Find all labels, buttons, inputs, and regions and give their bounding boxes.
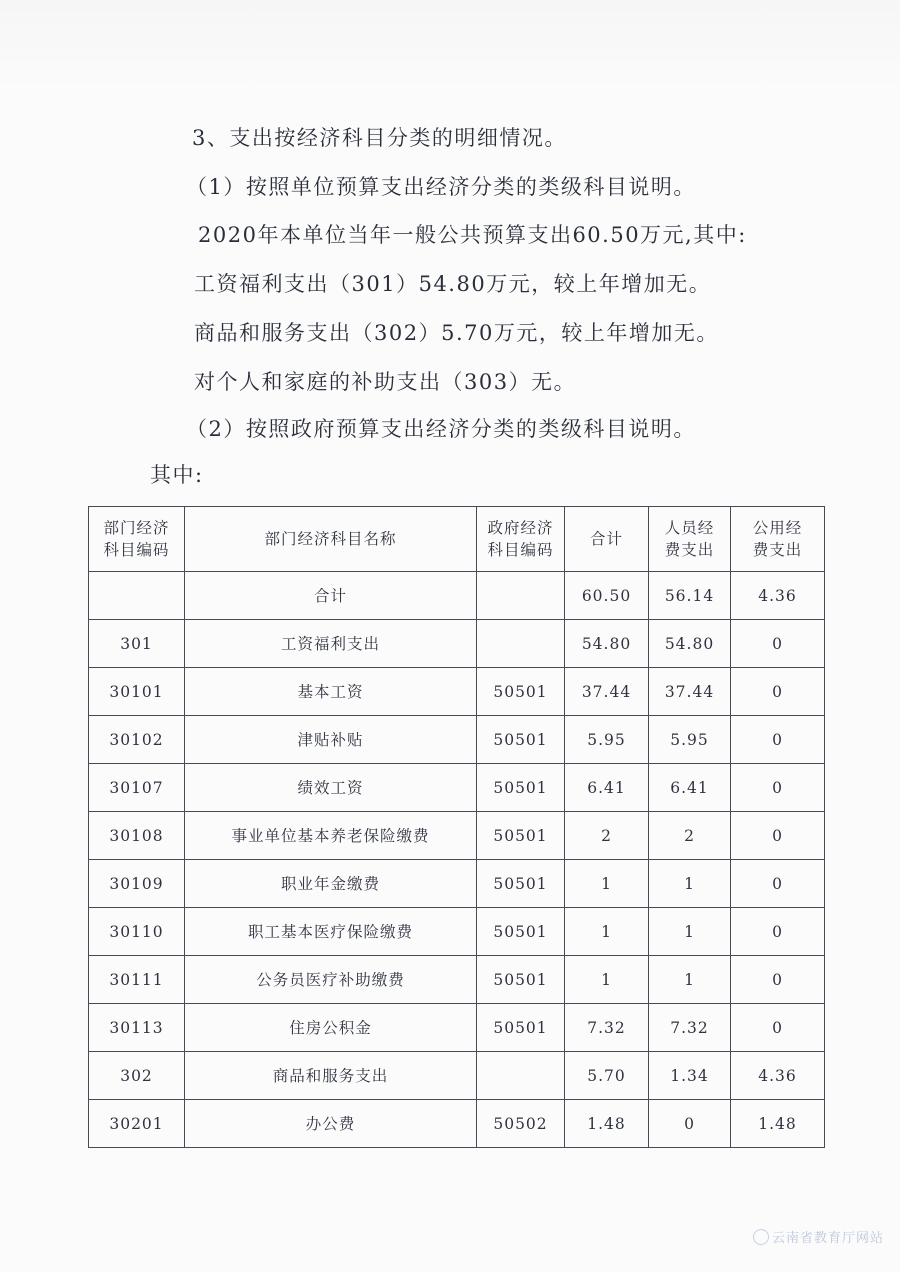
dept-code-cell: 301 [89,620,185,668]
personnel-cell: 54.80 [649,620,731,668]
personnel-cell: 0 [649,1100,731,1148]
table-row [89,572,825,620]
dept-name-cell: 绩效工资 [185,764,477,812]
gov-code-cell: 50501 [477,812,565,860]
gov-code-cell [477,620,565,668]
public-cell: 0 [731,908,825,956]
dept-name-cell: 工资福利支出 [185,620,477,668]
personnel-cell: 6.41 [649,764,731,812]
dept-name-cell: 职工基本医疗保险缴费 [185,908,477,956]
public-cell: 0 [731,956,825,1004]
dept-name-cell: 住房公积金 [185,1004,477,1052]
total-cell: 1 [565,860,649,908]
public-cell: 0 [731,860,825,908]
public-cell: 0 [731,716,825,764]
table-row [89,1052,825,1100]
gov-code-cell: 50501 [477,1004,565,1052]
dept-name-cell: 商品和服务支出 [185,1052,477,1100]
dept-name-cell: 公务员医疗补助缴费 [185,956,477,1004]
table-row [89,764,825,812]
gov-code-cell: 50501 [477,716,565,764]
subsection-1-heading: （1）按照单位预算支出经济分类的类级科目说明。 [186,175,696,199]
gov-code-cell: 50501 [477,764,565,812]
table-row [89,812,825,860]
dept-code-cell: 30201 [89,1100,185,1148]
dept-name-cell: 合计 [185,572,477,620]
among-label: 其中: [150,463,204,487]
total-cell: 37.44 [565,668,649,716]
header-gov-code: 政府经济科目编码 [477,507,565,572]
public-cell: 4.36 [731,572,825,620]
public-cell: 1.48 [731,1100,825,1148]
public-cell: 4.36 [731,1052,825,1100]
dept-code-cell: 30101 [89,668,185,716]
subsection-2-heading: （2）按照政府预算支出经济分类的类级科目说明。 [186,417,696,441]
subsidy-paragraph: 对个人和家庭的补助支出（303）无。 [194,370,577,394]
site-watermark: 云南省教育厅网站 [753,1227,884,1246]
wage-welfare-paragraph: 工资福利支出（301）54.80万元，较上年增加无。 [194,272,712,296]
total-cell: 7.32 [565,1004,649,1052]
dept-code-cell: 302 [89,1052,185,1100]
section-heading: 3、支出按经济科目分类的明细情况。 [192,126,567,150]
personnel-cell: 1 [649,908,731,956]
header-dept-name: 部门经济科目名称 [185,507,477,572]
header-dept-code: 部门经济科目编码 [89,507,185,572]
total-cell: 2 [565,812,649,860]
table-header-row [89,507,825,572]
table-row [89,1004,825,1052]
gov-code-cell: 50501 [477,860,565,908]
gov-code-cell: 50501 [477,908,565,956]
total-cell: 1 [565,908,649,956]
total-cell: 5.95 [565,716,649,764]
total-cell: 6.41 [565,764,649,812]
gov-code-cell [477,572,565,620]
total-cell: 60.50 [565,572,649,620]
gov-code-cell: 50502 [477,1100,565,1148]
gov-code-cell: 50501 [477,668,565,716]
public-cell: 0 [731,620,825,668]
header-personnel: 人员经费支出 [649,507,731,572]
public-cell: 0 [731,764,825,812]
dept-code-cell: 30107 [89,764,185,812]
weibo-icon [753,1229,769,1245]
gov-code-cell: 50501 [477,956,565,1004]
dept-name-cell: 津贴补贴 [185,716,477,764]
personnel-cell: 5.95 [649,716,731,764]
dept-code-cell: 30102 [89,716,185,764]
public-cell: 0 [731,1004,825,1052]
total-cell: 54.80 [565,620,649,668]
personnel-cell: 1 [649,956,731,1004]
table-row [89,1100,825,1148]
table-row [89,908,825,956]
public-cell: 0 [731,668,825,716]
dept-code-cell: 30110 [89,908,185,956]
table-row [89,716,825,764]
personnel-cell: 2 [649,812,731,860]
total-cell: 1 [565,956,649,1004]
dept-name-cell: 基本工资 [185,668,477,716]
table-row [89,860,825,908]
dept-name-cell: 办公费 [185,1100,477,1148]
table-row [89,956,825,1004]
header-public: 公用经费支出 [731,507,825,572]
personnel-cell: 56.14 [649,572,731,620]
public-cell: 0 [731,812,825,860]
total-cell: 1.48 [565,1100,649,1148]
dept-code-cell [89,572,185,620]
total-expense-paragraph: 2020年本单位当年一般公共预算支出60.50万元,其中: [198,223,747,247]
dept-code-cell: 30113 [89,1004,185,1052]
dept-name-cell: 事业单位基本养老保险缴费 [185,812,477,860]
scan-shading [0,0,900,90]
personnel-cell: 37.44 [649,668,731,716]
dept-code-cell: 30109 [89,860,185,908]
table-row [89,620,825,668]
personnel-cell: 1 [649,860,731,908]
dept-name-cell: 职业年金缴费 [185,860,477,908]
gov-code-cell [477,1052,565,1100]
personnel-cell: 7.32 [649,1004,731,1052]
expense-detail-table [88,506,825,1148]
header-total: 合计 [565,507,649,572]
dept-code-cell: 30111 [89,956,185,1004]
personnel-cell: 1.34 [649,1052,731,1100]
total-cell: 5.70 [565,1052,649,1100]
goods-services-paragraph: 商品和服务支出（302）5.70万元，较上年增加无。 [194,321,719,345]
table-row [89,668,825,716]
dept-code-cell: 30108 [89,812,185,860]
